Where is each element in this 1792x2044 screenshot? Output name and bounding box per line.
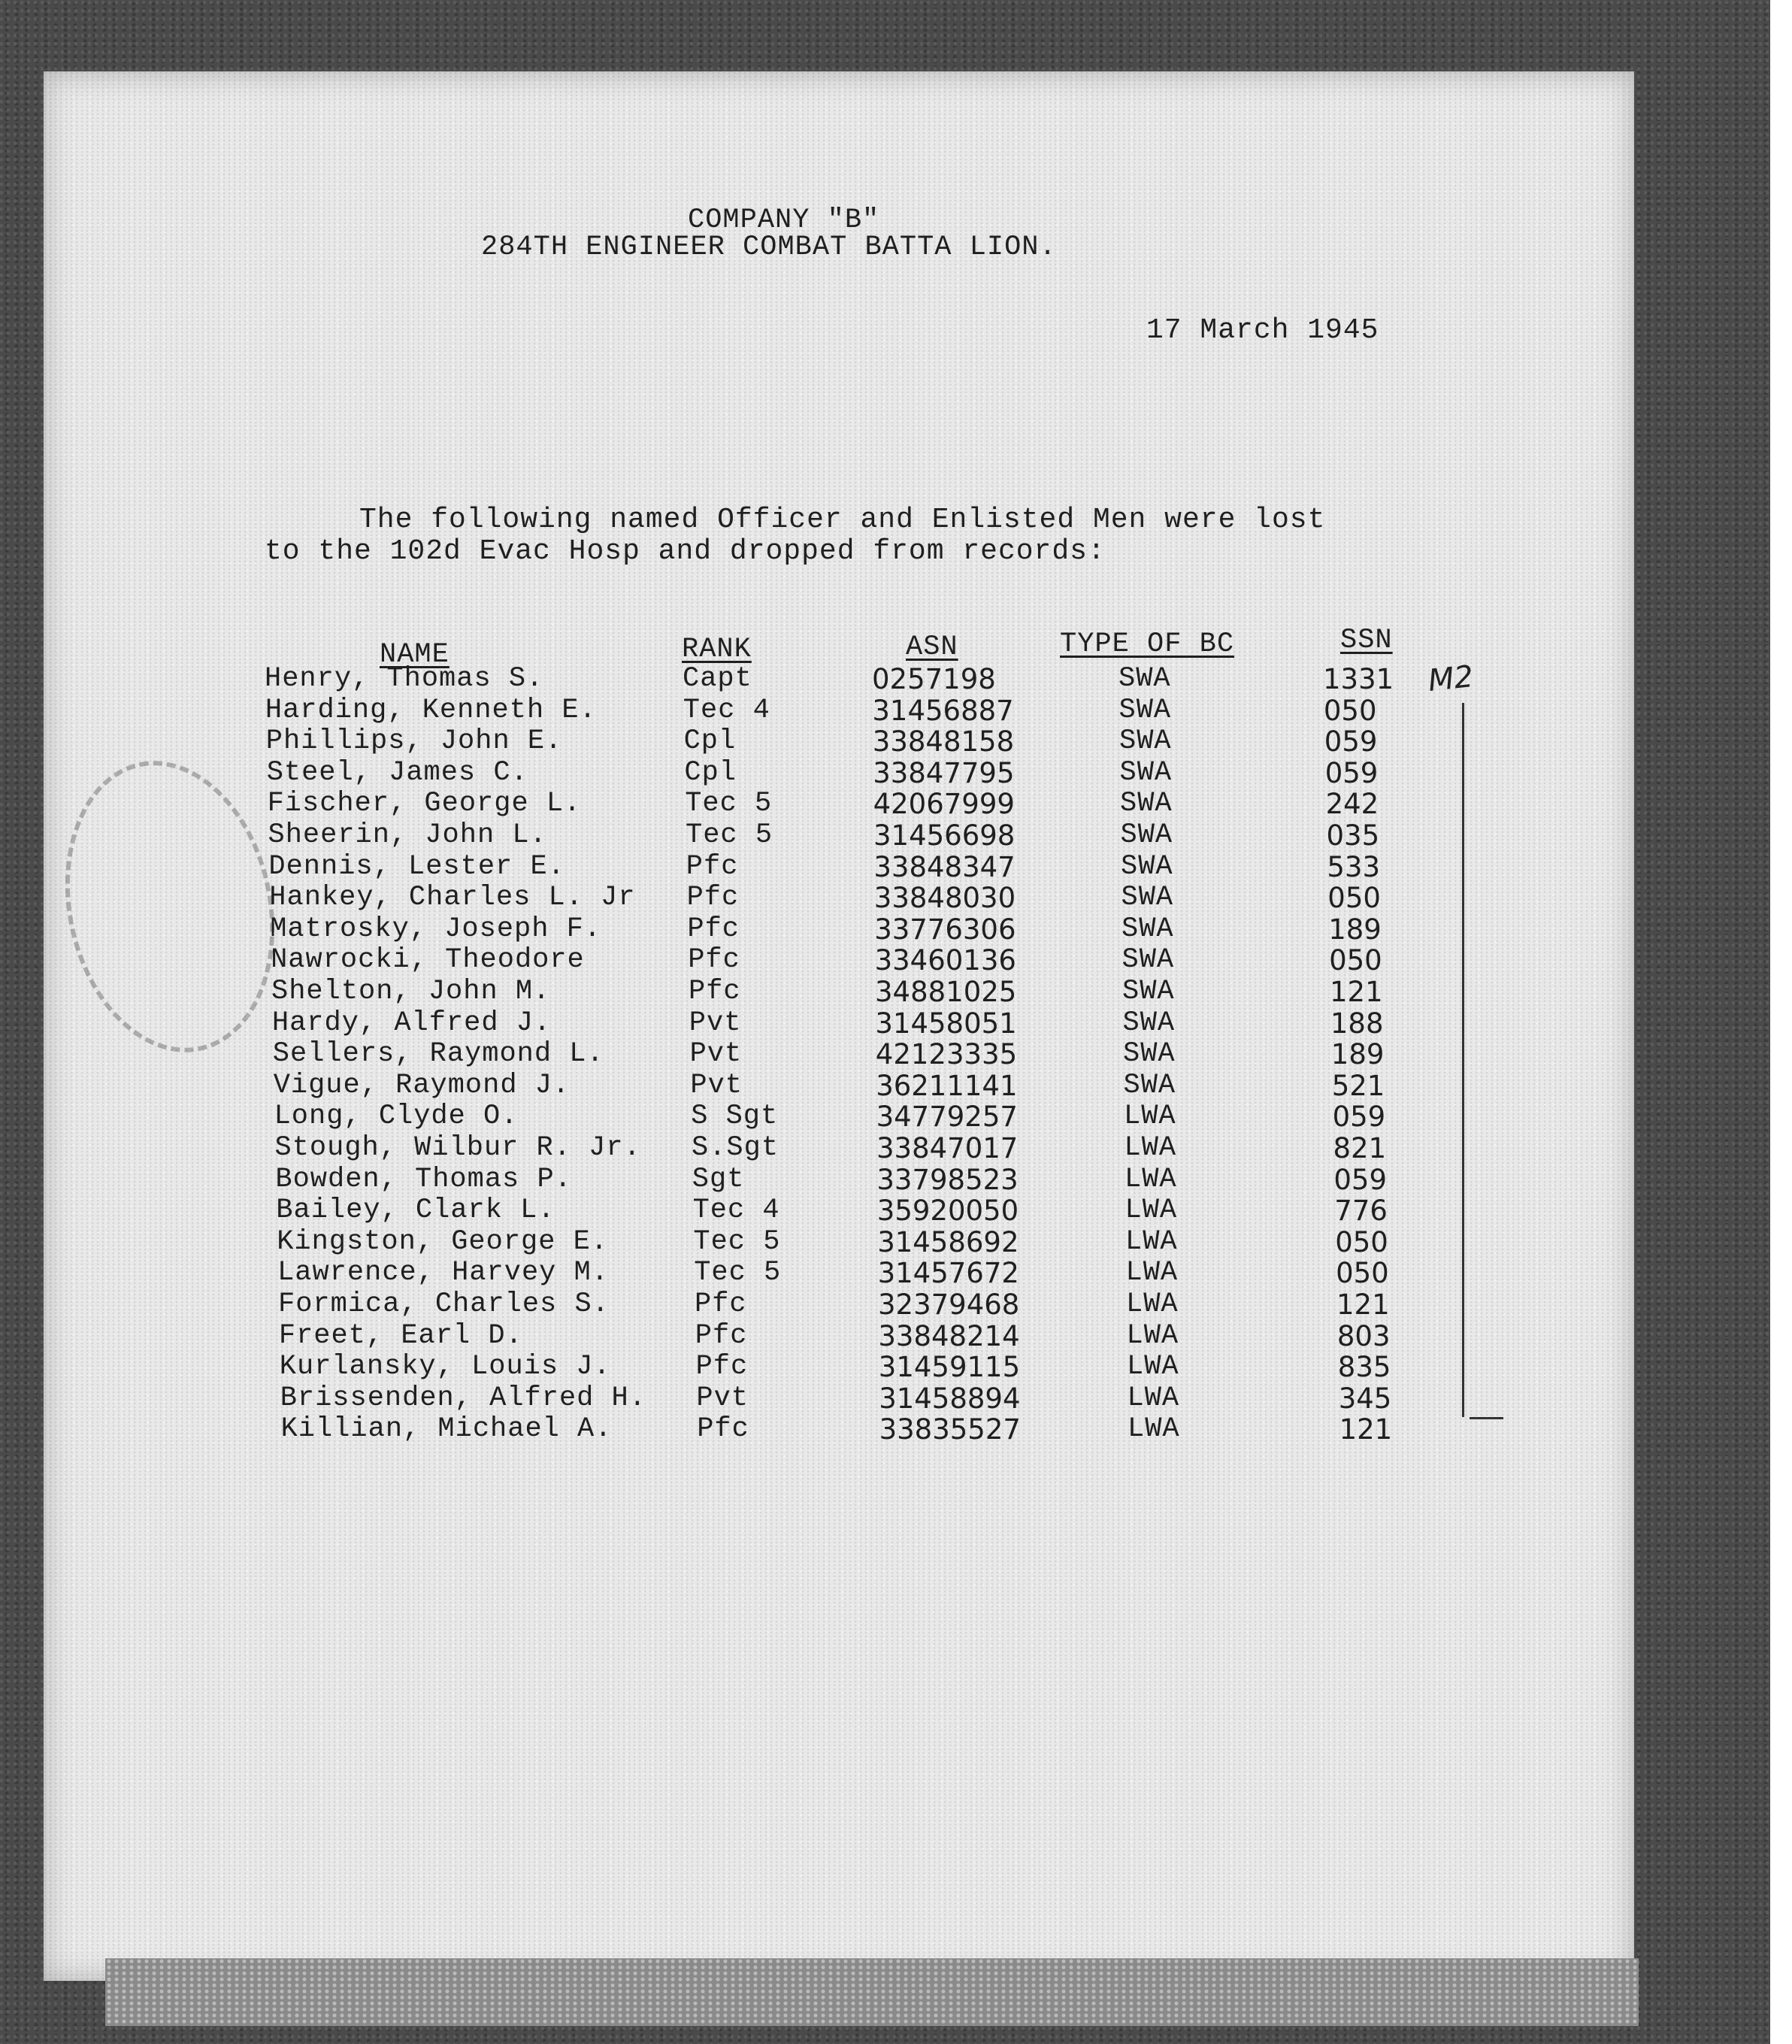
cell-name: Vigue, Raymond J. xyxy=(273,1069,571,1101)
cell-type: LWA xyxy=(1125,1257,1179,1289)
cell-rank: Pfc xyxy=(695,1288,747,1320)
cell-type: SWA xyxy=(1121,882,1174,914)
cell-rank: Pvt xyxy=(689,1038,743,1070)
cell-ssn: 345 xyxy=(1338,1382,1392,1415)
battalion-title: 284TH ENGINEER COMBAT BATTA LION. xyxy=(481,232,1057,263)
cell-type: SWA xyxy=(1119,725,1172,758)
cell-ssn: 188 xyxy=(1330,1007,1384,1040)
cell-ssn: 059 xyxy=(1324,725,1378,759)
cell-type: SWA xyxy=(1122,944,1175,977)
cell-asn: 42067999 xyxy=(873,788,1015,821)
cell-rank: Tec 5 xyxy=(685,788,773,820)
cell-name: Killian, Michael A. xyxy=(280,1413,613,1446)
cell-rank: Capt xyxy=(683,663,752,695)
cell-asn: 33848030 xyxy=(873,882,1016,915)
cell-asn: 33848158 xyxy=(872,725,1015,759)
cell-rank: Pvt xyxy=(696,1382,749,1414)
scan-bottom-edge xyxy=(105,1958,1639,2026)
cell-ssn: 533 xyxy=(1327,850,1381,883)
cell-type: LWA xyxy=(1127,1382,1180,1414)
cell-asn: 33460136 xyxy=(874,944,1016,977)
cell-type: LWA xyxy=(1126,1288,1179,1320)
cell-name: Sheerin, John L. xyxy=(268,819,547,851)
cell-rank: Pfc xyxy=(689,976,741,1007)
cell-asn: 35920050 xyxy=(876,1195,1019,1228)
cell-rank: Tec 5 xyxy=(693,1225,781,1258)
cell-type: LWA xyxy=(1125,1225,1178,1258)
cell-name: Shelton, John M. xyxy=(271,976,551,1007)
cell-rank: Pfc xyxy=(688,944,740,977)
cell-ssn: 835 xyxy=(1337,1351,1391,1384)
cell-rank: Pfc xyxy=(695,1319,748,1352)
cell-ssn: 821 xyxy=(1333,1132,1387,1164)
cell-name: Nawrocki, Theodore xyxy=(271,944,585,977)
cell-ssn: 059 xyxy=(1333,1163,1388,1196)
cell-asn: 33835527 xyxy=(879,1413,1021,1446)
cell-ssn: 050 xyxy=(1323,694,1377,727)
cell-rank: Pfc xyxy=(686,882,740,914)
cell-name: Harding, Kenneth E. xyxy=(265,694,597,726)
column-header-ssn: SSN xyxy=(1340,625,1393,656)
cell-ssn: 121 xyxy=(1336,1288,1390,1321)
column-header-asn: ASN xyxy=(906,631,958,663)
margin-handwritten-note: M2 xyxy=(1426,659,1476,699)
cell-name: Hardy, Alfred J. xyxy=(271,1007,552,1039)
cell-ssn: 050 xyxy=(1327,882,1381,915)
scan-margin xyxy=(1770,0,1792,2044)
cell-name: Brissenden, Alfred H. xyxy=(280,1382,646,1414)
cell-type: SWA xyxy=(1122,976,1175,1007)
cell-asn: 0257198 xyxy=(872,663,996,695)
body-line-2: to the 102d Evac Hosp and dropped from records: xyxy=(265,535,1106,568)
cell-ssn: 121 xyxy=(1339,1413,1393,1446)
cell-rank: Tec 5 xyxy=(694,1257,782,1289)
column-header-type: TYPE OF BC xyxy=(1060,628,1235,660)
cell-rank: Pfc xyxy=(695,1351,749,1383)
body-line-1: The following named Officer and Enlisted Men were lost xyxy=(359,504,1326,536)
cell-asn: 31458692 xyxy=(877,1225,1019,1258)
cell-name: Hankey, Charles L. Jr xyxy=(269,882,636,914)
cell-asn: 36211141 xyxy=(876,1069,1018,1102)
cell-rank: Tec 5 xyxy=(686,819,773,851)
cell-type: SWA xyxy=(1121,850,1173,883)
cell-type: LWA xyxy=(1127,1351,1179,1383)
cell-type: LWA xyxy=(1124,1101,1176,1133)
cell-type: SWA xyxy=(1118,694,1172,726)
column-header-rank: RANK xyxy=(682,634,752,665)
cell-asn: 31456887 xyxy=(872,694,1014,727)
cell-ssn: 803 xyxy=(1336,1319,1391,1352)
cell-rank: Tec 4 xyxy=(692,1195,780,1227)
cell-asn: 31458051 xyxy=(875,1007,1017,1040)
cell-rank: Pvt xyxy=(689,1007,742,1039)
cell-ssn: 1331 xyxy=(1323,663,1394,695)
cell-asn: 33776306 xyxy=(874,913,1016,946)
cell-type: LWA xyxy=(1124,1132,1177,1164)
cell-asn: 33798523 xyxy=(876,1163,1019,1196)
cell-type: SWA xyxy=(1122,1007,1176,1039)
cell-type: SWA xyxy=(1122,913,1174,945)
cell-asn: 33847795 xyxy=(873,756,1015,789)
cell-name: Long, Clyde O. xyxy=(274,1101,519,1133)
cell-name: Dennis, Lester E. xyxy=(268,850,565,883)
cell-ssn: 521 xyxy=(1331,1069,1385,1102)
cell-asn: 31456698 xyxy=(873,819,1016,852)
cell-type: LWA xyxy=(1125,1195,1178,1227)
cell-name: Freet, Earl D. xyxy=(278,1319,523,1352)
company-title: COMPANY "B" xyxy=(688,204,880,236)
cell-name: Matrosky, Joseph F. xyxy=(270,913,602,945)
cell-rank: S.Sgt xyxy=(692,1132,779,1164)
cell-name: Steel, James C. xyxy=(266,756,528,789)
cell-name: Fischer, George L. xyxy=(267,788,582,820)
cell-type: LWA xyxy=(1125,1163,1177,1195)
cell-name: Henry, Thomas S. xyxy=(265,663,544,695)
cell-rank: Tec 4 xyxy=(683,694,770,726)
cell-rank: Pfc xyxy=(697,1413,749,1446)
cell-type: SWA xyxy=(1119,756,1173,789)
cell-asn: 33848347 xyxy=(873,850,1016,883)
cell-type: LWA xyxy=(1126,1319,1179,1352)
cell-ssn: 059 xyxy=(1332,1101,1386,1134)
cell-ssn: 189 xyxy=(1328,913,1382,946)
cell-rank: Pvt xyxy=(690,1069,743,1101)
cell-name: Lawrence, Harvey M. xyxy=(277,1257,609,1289)
cell-name: Phillips, John E. xyxy=(265,725,563,758)
cell-ssn: 189 xyxy=(1330,1038,1385,1071)
cell-rank: Cpl xyxy=(684,756,737,789)
column-header-name: NAME xyxy=(380,639,450,671)
cell-asn: 34881025 xyxy=(875,976,1017,1008)
cell-rank: Sgt xyxy=(692,1163,745,1195)
cell-ssn: 059 xyxy=(1324,756,1379,789)
cell-name: Stough, Wilbur R. Jr. xyxy=(274,1132,641,1164)
cell-asn: 42123335 xyxy=(875,1038,1018,1071)
cell-asn: 31459115 xyxy=(878,1351,1021,1384)
cell-type: LWA xyxy=(1128,1413,1180,1446)
cell-asn: 34779257 xyxy=(876,1101,1018,1134)
cell-name: Kingston, George E. xyxy=(277,1225,609,1258)
cell-ssn: 050 xyxy=(1335,1225,1388,1258)
cell-name: Formica, Charles S. xyxy=(278,1288,610,1320)
cell-name: Bowden, Thomas P. xyxy=(275,1163,572,1195)
cell-type: SWA xyxy=(1118,663,1171,695)
cell-type: SWA xyxy=(1120,819,1173,851)
margin-bracket xyxy=(1462,703,1464,1417)
cell-name: Sellers, Raymond L. xyxy=(272,1038,604,1070)
cell-rank: S Sgt xyxy=(691,1101,779,1133)
cell-rank: Cpl xyxy=(683,725,737,758)
cell-asn: 33848214 xyxy=(878,1319,1020,1352)
cell-ssn: 050 xyxy=(1329,944,1382,977)
cell-asn: 32379468 xyxy=(878,1288,1020,1321)
cell-ssn: 776 xyxy=(1334,1195,1388,1228)
cell-name: Kurlansky, Louis J. xyxy=(279,1351,611,1383)
cell-rank: Pfc xyxy=(687,913,740,945)
cell-ssn: 121 xyxy=(1330,976,1383,1008)
document-date: 17 March 1945 xyxy=(1146,314,1379,347)
cell-ssn: 050 xyxy=(1336,1257,1389,1290)
cell-asn: 31458894 xyxy=(879,1382,1021,1415)
cell-type: SWA xyxy=(1123,1069,1176,1101)
cell-type: SWA xyxy=(1123,1038,1176,1070)
cell-asn: 33847017 xyxy=(876,1132,1019,1164)
cell-ssn: 242 xyxy=(1325,788,1379,821)
margin-bracket-foot xyxy=(1470,1417,1503,1419)
cell-asn: 31457672 xyxy=(877,1257,1019,1290)
cell-ssn: 035 xyxy=(1326,819,1380,852)
cell-rank: Pfc xyxy=(686,850,739,883)
cell-name: Bailey, Clark L. xyxy=(276,1195,555,1227)
cell-type: SWA xyxy=(1120,788,1173,820)
